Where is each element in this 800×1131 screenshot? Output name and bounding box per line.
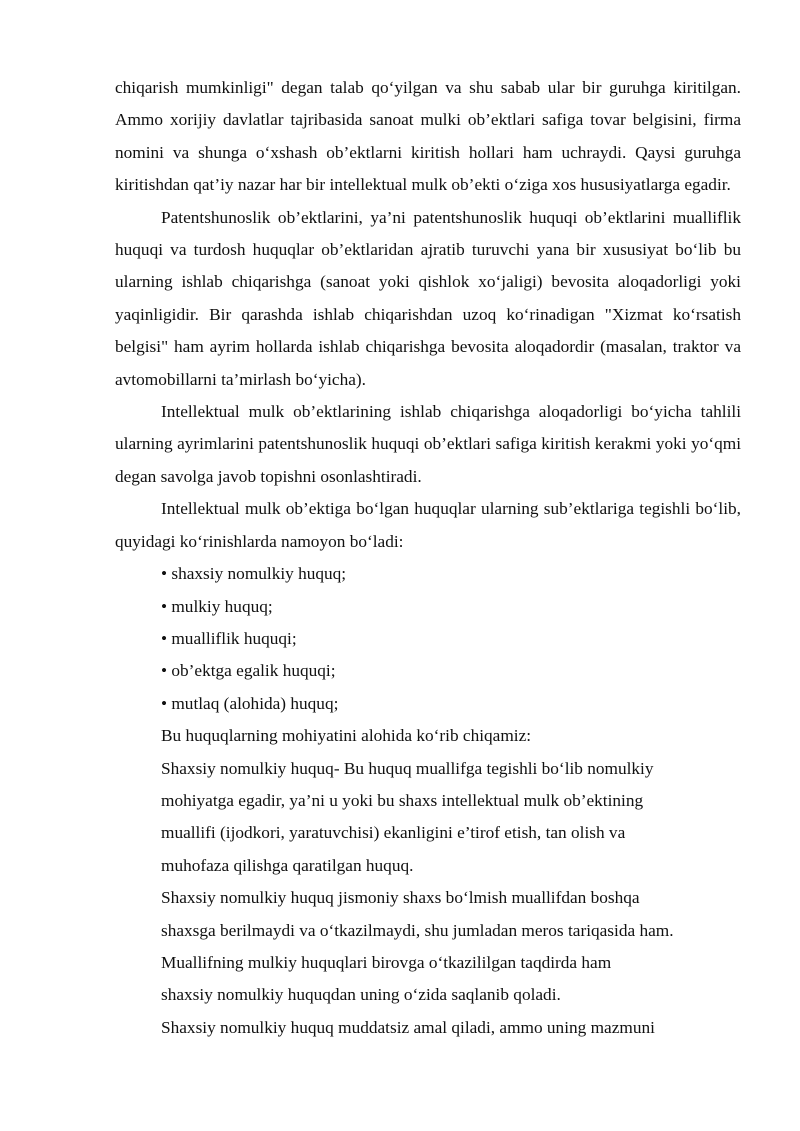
text-line: mohiyatga egadir, ya’ni u yoki bu shaxs intellektual mulk ob’ektining <box>161 790 644 810</box>
text-line: Muallifning mulkiy huquqlari birovga o‘tkazililgan taqdirda ham <box>161 952 612 972</box>
text-line: shaxsga berilmaydi va o‘tkazilmaydi, shu jumladan meros tariqasida ham. <box>161 920 674 940</box>
list-item: • shaxsiy nomulkiy huquq; <box>161 564 347 584</box>
paragraph-1: chiqarish mumkinligi" degan talab qo‘yilgan va shu sabab ular bir guruhga kiritilgan. Ammo xorijiy davlatlar tajribasida sanoat mulki ob’ektlari safiga tovar belgisini, firma nomini va shunga o‘xshash ob’ektlarni kiritish hollari ham uchraydi. Qaysi guruhga kiritishdan qat’iy nazar har bir intellektual mulk ob’ekti o‘ziga xos hususiyatlarga egadir. <box>115 78 741 195</box>
list-item: • ob’ektga egalik huquqi; <box>161 661 336 681</box>
list-item: • mualliflik huquqi; <box>161 628 297 648</box>
text-line: shaxsiy nomulkiy huquqdan uning o‘zida saqlanib qoladi. <box>161 985 561 1005</box>
text-line: muhofaza qilishga qaratilgan huquq. <box>161 855 414 875</box>
paragraph-4: Intellektual mulk ob’ektiga bo‘lgan huquqlar ularning sub’ektlariga tegishli bo‘lib, quyidagi ko‘rinishlarda namoyon bo‘ladi: <box>115 499 741 551</box>
list-item: • mutlaq (alohida) huquq; <box>161 693 339 713</box>
text-line: Shaxsiy nomulkiy huquq- Bu huquq muallifga tegishli bo‘lib nomulkiy <box>161 758 654 778</box>
text-line: muallifi (ijodkori, yaratuvchisi) ekanligini e’tirof etish, tan olish va <box>161 823 626 843</box>
paragraph-2: Patentshunoslik ob’ektlarini, ya’ni patentshunoslik huquqi ob’ektlarini mualliflik huquqi va turdosh huquqlar ob’ektlaridan ajratib turuvchi yana bir xususiyat bo‘lib bu ularning ishlab chiqarishga (sanoat yoki qishlok xo‘jaligi) bevosita aloqadorligi yoki yaqinligidir. Bir qarashda ishlab chiqarishdan uzoq ko‘rinadigan "Xizmat ko‘rsatish belgisi" ham ayrim hollarda ishlab chiqarishga bevosita aloqadordir (masalan, traktor va avtomobillarni ta’mirlash bo‘yicha). <box>115 207 741 389</box>
text-body <box>115 72 741 1044</box>
text-line: Shaxsiy nomulkiy huquq jismoniy shaxs bo‘lmish muallifdan boshqa <box>161 888 640 908</box>
text-line: Shaxsiy nomulkiy huquq muddatsiz amal qiladi, ammo uning mazmuni <box>161 1017 655 1037</box>
paragraph-3: Intellektual mulk ob’ektlarining ishlab chiqarishga aloqadorligi bo‘yicha tahlili ularning ayrimlarini patentshunoslik huquqi ob’ektlari safiga kiritish kerakmi yoki yo‘qmi degan savolga javob topishni osonlashtiradi. <box>115 402 741 486</box>
list-item: • mulkiy huquq; <box>161 596 273 616</box>
text-line: Bu huquqlarning mohiyatini alohida ko‘rib chiqamiz: <box>161 726 532 746</box>
